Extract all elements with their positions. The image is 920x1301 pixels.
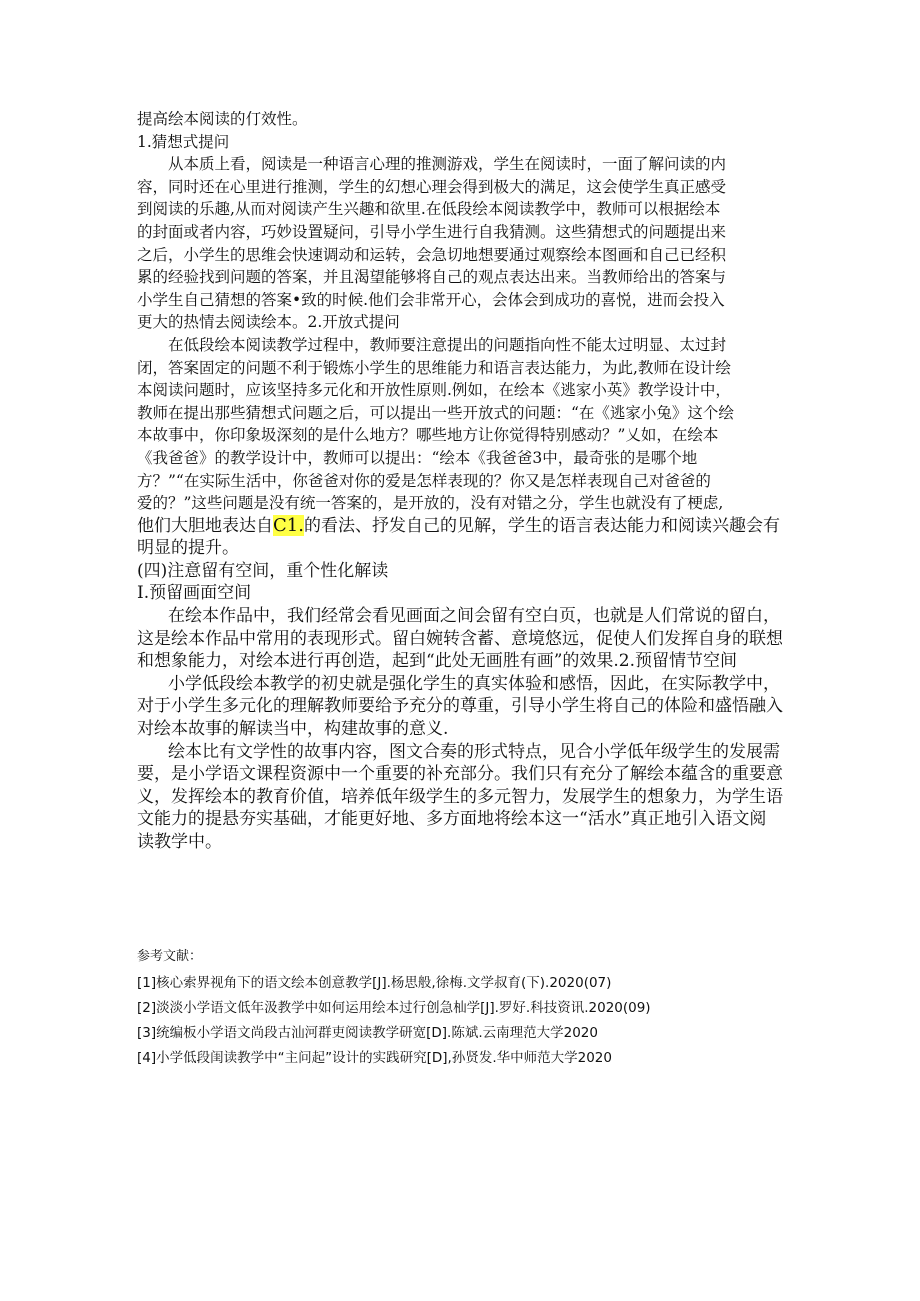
paragraph-line: 到阅读的乐趣,从而对阅读产生兴趣和欲里.在低段绘本阅读教学中，教师可以根据绘本 — [137, 200, 721, 219]
paragraph-line: 本阅读问题时，应该坚持多元化和开放性原则.例如，在绘本《逃家小英》教学设计中， — [137, 381, 731, 400]
reference-item: [3]统编板小学语文尚段古汕河群吏阅读教学研宽[D].陈斌.云南理范大学2020 — [137, 1025, 598, 1041]
document-body — [137, 108, 787, 854]
paragraph-line: 之后，小学生的思维会快速调动和运转，会急切地想要通过观察绘本图画和自己已经积 — [137, 245, 727, 264]
paragraph-line: 这是绘本作品中常用的表现形式。留白婉转含蓄、意境悠远，促使人们发挥自身的联想 — [137, 628, 783, 649]
reference-item: [4]小学低段闺读教学中“主问起”设计的实践研究[D],孙贤发.华中师范大学2020 — [137, 1050, 612, 1066]
paragraph-line: 和想象能力，对绘本进行再创造，起到“此处无画胜有画”的效果.2.预留情节空间 — [137, 651, 738, 672]
paragraph-line: 累的经验找到问题的答案，并且渴望能够将自己的观点表达出来。当教师给出的答案与 — [137, 268, 727, 287]
paragraph-line: 小学低段绘本教学的初史就是强化学生的真实体验和感悟，因此，在实际教学中， — [168, 673, 780, 694]
paragraph-line: 更大的热情去阅读绘本。2.开放式提问 — [137, 313, 400, 332]
text-line-continuation: 提高绘本阅读的仃效性。 — [137, 110, 308, 128]
heading-reserve-picture-space: I.预留画面空间 — [137, 583, 252, 604]
paragraph-line: 的封面或者内容，巧妙设置疑问，引导小学生进行自我猜测。这些猜想式的问题提出来 — [137, 222, 727, 241]
text-before-highlight: 他们大胆地表达自 — [137, 515, 273, 536]
paragraph-line: 义，发挥绘本的教育价值，培养低年级学生的多元智力，发展学生的想象力，为学生语 — [137, 786, 783, 807]
paragraph-line: 本故事中，你印象圾深刻的是什么地方？哪些地方让你觉得特别感动？”乂如，在绘本 — [137, 426, 719, 445]
paragraph-line: 闭，答案固定的问题不利于锻炼小学生的思维能力和语言表达能力，为此,教师在设计绘 — [137, 358, 731, 377]
heading-guess-question: 1.猜想式提问 — [137, 132, 230, 151]
paragraph-line: 要，是小学语文课程资源中一个重要的补充部分。我们只有充分了解绘本蕴含的重要意 — [137, 764, 783, 785]
paragraph-line: 教师在提出那些猜想式问题之后，可以提出一些开放式的问题：“在《逃家小兔》这个绘 — [137, 403, 734, 422]
paragraph-line: 对绘本故事的解读当中，构建故事的意义. — [137, 719, 449, 740]
section-heading-space: (四)注意留有空间，重个性化解读 — [137, 560, 389, 581]
paragraph-line: 方？”“在实际生活中，你爸爸对你的爱是怎样表现的？你又是怎样表现自己对爸爸的 — [137, 471, 711, 490]
paragraph-line: 明显的提升。 — [137, 538, 239, 559]
paragraph-line: 在低段绘本阅读教学过程中，教师要注意提出的问题指向性不能太过明显、太过封 — [168, 335, 727, 354]
paragraph-line: 容，同时还在心里进行推测，学生的幻想心理会得到极大的满足，这会使学生真正感受 — [137, 177, 727, 196]
reference-item: [2]淡淡小学语文低年汲教学中如何运用绘本过行创急杣学[J].罗好.科技资讯.2020(09) — [137, 1000, 651, 1016]
paragraph-line: 在绘本作品中，我们经常会看见画面之间会留有空白页，也就是人们常说的留白， — [168, 606, 780, 627]
paragraph-line: 爱的？”这些问题是没有统一答案的，是开放的，没有对错之分，学生也就没有了梗虑, — [137, 494, 724, 513]
paragraph-line: 《我爸爸》的教学设计中，教师可以提出：“绘本《我爸爸3中，最奇张的是哪个地 — [137, 448, 698, 467]
paragraph-line: 文能力的提悬夯实基础，才能更好地、多方面地将绘本这一“活水”真正地引入语文阅 — [137, 809, 767, 830]
paragraph-line: 读教学中。 — [137, 832, 222, 852]
highlight-mark: C1. — [273, 514, 304, 536]
paragraph-line: 绘本比有文学性的故事内容，图文合奏的形式特点，见合小学低年级学生的发展需 — [168, 741, 780, 762]
paragraph-line: 对于小学生多元化的理解教师要给予充分的尊重，引导小学生将自己的体险和盛悟融入 — [137, 696, 783, 717]
paragraph-line-highlighted — [137, 515, 787, 538]
reference-item: [1]核心索界视角下的语文绘本创意教学[J].杨思般,徐梅.文学叔育(下).2020(07) — [137, 975, 612, 991]
text-after-highlight: 的看法、抒发自己的见解，学生的语言表达能力和阅读兴趣会有 — [303, 515, 780, 536]
references-heading: 参考文献： — [137, 949, 203, 964]
paragraph-line: 小学生自己猜想的答案•致的时候.他们会非常开心，会体会到成功的喜悦，进而会投入 — [137, 290, 725, 309]
references-section — [137, 944, 787, 1071]
paragraph-line: 从本质上看，阅读是一种语言心理的推测游戏，学生在阅读时，一面了解问读的内 — [168, 155, 727, 174]
